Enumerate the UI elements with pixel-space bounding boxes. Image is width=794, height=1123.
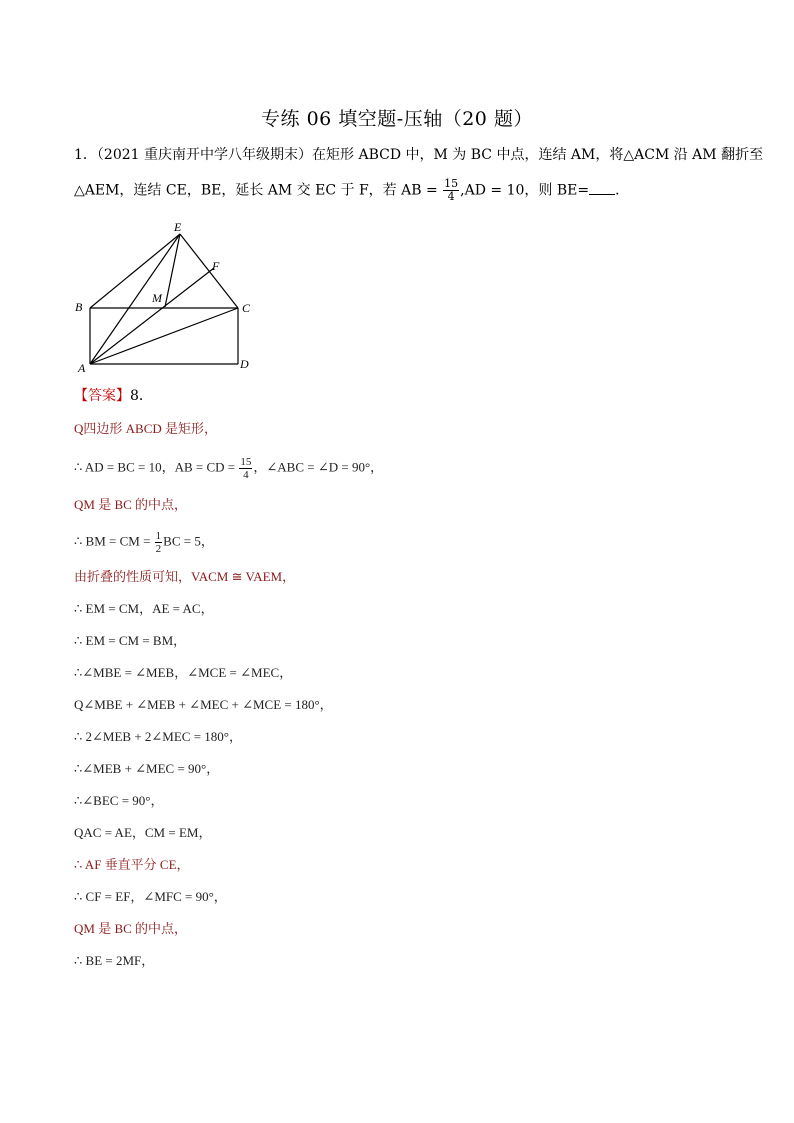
label-B: B xyxy=(75,300,83,314)
question-text-1: 在矩形 ABCD 中，M 为 BC 中点，连结 AM，将△ACM 沿 AM 翻折至 xyxy=(312,147,764,163)
solution-line-15: ∴ CF = EF，∠MFC = 90°， xyxy=(74,889,227,904)
solution-line-11: ∴∠MEB + ∠MEC = 90°， xyxy=(74,761,220,776)
question-text-2b: ,AD = 10，则 BE= xyxy=(460,182,590,199)
solution-line-4b: BC = 5， xyxy=(163,533,214,549)
page-title: 专练 06 填空题-压轴（20 题） xyxy=(261,108,533,130)
question-line-1 xyxy=(74,145,763,165)
solution-line-8: ∴∠MBE = ∠MEB，∠MCE = ∠MEC， xyxy=(74,665,293,680)
half-denominator: 2 xyxy=(155,543,162,555)
ab-numerator: 15 xyxy=(444,177,459,190)
answer-label: 【答案】 xyxy=(74,388,130,404)
question-number: 1． xyxy=(74,147,97,163)
question-line-2 xyxy=(74,178,629,203)
solution-line-2 xyxy=(74,456,383,481)
label-F: F xyxy=(212,259,220,273)
solution-line-7: ∴ EM = CM = BM， xyxy=(74,633,187,648)
solution-line-9: Q∠MBE + ∠MEB + ∠MEC + ∠MCE = 180°， xyxy=(74,697,333,712)
label-A: A xyxy=(78,361,86,375)
label-D: D xyxy=(240,357,249,371)
solution-line-5: 由折叠的性质可知，VACM ≅ VAEM， xyxy=(74,569,296,584)
solution-line-4 xyxy=(74,530,214,555)
cd-fraction xyxy=(239,456,252,481)
solution-line-4a: ∴ BM = CM = xyxy=(74,533,151,549)
geometry-figure xyxy=(70,218,270,378)
label-E: E xyxy=(174,220,182,234)
cd-numerator: 15 xyxy=(240,456,252,468)
solution-line-10: ∴ 2∠MEB + 2∠MEC = 180°， xyxy=(74,729,243,744)
solution-line-13: QAC = AE，CM = EM， xyxy=(74,825,212,840)
question-text-2a: △AEM，连结 CE，BE，延长 AM 交 EC 于 F，若 AB = xyxy=(74,182,438,199)
question-end: ． xyxy=(615,182,630,199)
segment-EC xyxy=(180,234,238,308)
label-M: M xyxy=(152,291,162,305)
solution-line-16: QM 是 BC 的中点， xyxy=(74,921,188,936)
ab-denominator: 4 xyxy=(447,190,455,203)
segment-AC xyxy=(90,308,238,364)
cd-denominator: 4 xyxy=(243,469,249,481)
solution-line-14: ∴ AF 垂直平分 CE， xyxy=(74,857,190,872)
ab-fraction xyxy=(443,178,459,203)
solution-line-3: QM 是 BC 的中点， xyxy=(74,497,188,512)
question-source: （2021 重庆南开中学八年级期末） xyxy=(96,147,313,163)
half-fraction xyxy=(155,530,163,555)
solution-line-2a: ∴ AD = BC = 10，AB = CD = xyxy=(74,459,236,475)
solution-line-2b: ，∠ABC = ∠D = 90°， xyxy=(253,459,384,475)
answer-value: 8． xyxy=(130,388,153,404)
solution-line-1: Q四边形 ABCD 是矩形， xyxy=(74,421,218,436)
solution-line-17: ∴ BE = 2MF， xyxy=(74,953,155,968)
answer-line xyxy=(74,385,153,405)
segment-AF xyxy=(90,268,214,364)
answer-blank xyxy=(589,180,615,195)
solution-line-6: ∴ EM = CM，AE = AC， xyxy=(74,601,214,616)
half-numerator: 1 xyxy=(155,530,162,542)
solution-line-12: ∴∠BEC = 90°， xyxy=(74,793,164,808)
label-C: C xyxy=(242,301,251,315)
